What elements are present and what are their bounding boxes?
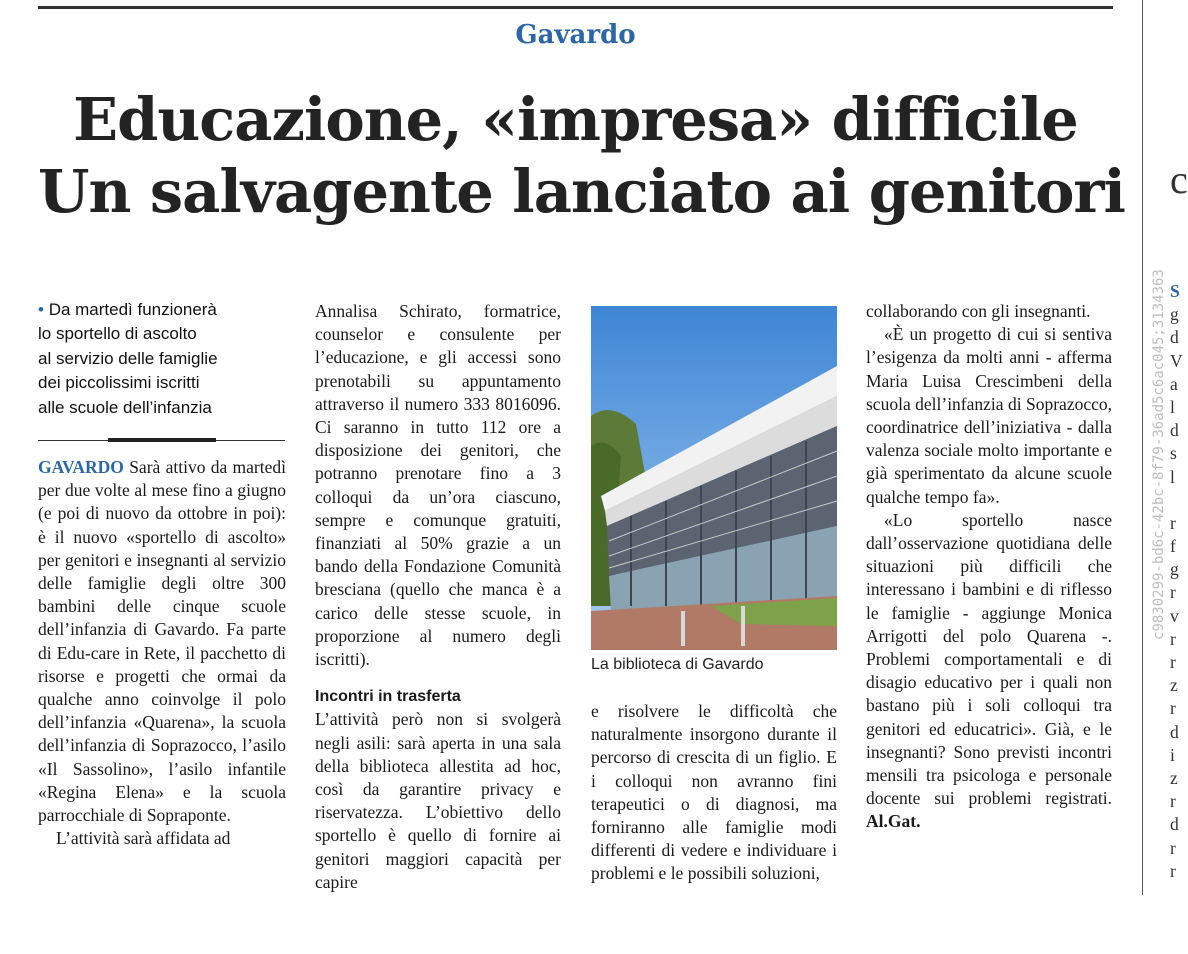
column-4	[866, 300, 1112, 834]
top-rule	[38, 6, 1113, 9]
headline	[38, 84, 1125, 228]
edge-letter: a	[1170, 373, 1178, 394]
edge-letter: z	[1170, 675, 1178, 696]
edge-letter: r	[1170, 582, 1176, 603]
edge-letter: r	[1170, 860, 1176, 881]
dateline: GAVARDO	[38, 457, 124, 477]
edge-letter: r	[1170, 628, 1176, 649]
bullet-icon: •	[38, 300, 44, 319]
column-1	[38, 456, 286, 850]
body-paragraph: L’attività però non si svolgerà negli asili: sarà aperta in una sala della biblioteca allestita ad hoc, così da garantire privacy e riservatezza. L’obiettivo dello sportello è quello di fornire ai genitori maggiori capacità per capire	[315, 709, 561, 892]
edge-letter: s	[1170, 443, 1177, 464]
body-paragraph: «Lo sportello nasce dall’osservazione quotidiana delle situazioni più difficili che interessano i bambini e di riflesso le famiglie - aggiunge Monica Arrigotti del polo Quarena -. Problemi comportamentali e di disagio educativo per i quali non bastano più i soli colloqui tra genitori ed educatrici». Già, e le insegnanti? Sono previsti incontri mensili tra psicologa e personale docente sui problemi registrati. Al.Gat.	[866, 509, 1112, 832]
edge-letter: g	[1170, 304, 1179, 325]
adjacent-article-fragment: c	[1170, 157, 1188, 202]
edge-letter: d	[1170, 420, 1179, 441]
summary-line: lo sportello di ascolto	[38, 324, 197, 344]
edge-letter: S	[1170, 281, 1180, 301]
edge-letter: d	[1170, 327, 1179, 348]
adjacent-article-edge	[1170, 280, 1183, 883]
edge-letter: l	[1170, 466, 1175, 487]
byline: Al.Gat.	[866, 811, 921, 832]
section-kicker: Gavardo	[515, 20, 636, 50]
subheading: Incontri in trasferta	[315, 688, 461, 706]
summary-line: al servizio delle famiglie	[38, 348, 218, 368]
edge-letter: d	[1170, 721, 1179, 742]
summary-line: dei piccolissimi iscritti	[38, 373, 200, 393]
edge-letter: r	[1170, 652, 1176, 672]
body-paragraph: GAVARDO Sarà attivo da martedì per due volte al mese fino a giugno (e poi di nuovo da ottobre in poi): è il nuovo «sportello di ascolto» per genitori e insegnanti al servizio delle famiglie degli oltre 300 bambini delle cinque scuole dell’infanzia di Gavardo. Fa parte di Edu-care in Rete, il pacchetto di risorse e progetti che ormai da qualche anno coinvolge il polo dell’infanzia «Quarena», la scuola dell’infanzia di Soprazocco, l’asilo «Il Sassolino», l’asilo infantile «Regina Elena» e la scuola parrocchiale di Sopraponte.	[38, 457, 286, 826]
summary-line: alle scuole dell’infanzia	[38, 397, 212, 417]
edge-letter: z	[1170, 767, 1178, 788]
summary-line: Da martedì funzionerà	[48, 300, 217, 319]
photo-caption: La biblioteca di Gavardo	[591, 656, 764, 673]
watermark: c9830299-bd6c-42bc-8f79-36ad5c6ac045;3134363	[1151, 269, 1167, 640]
edge-letter: r	[1170, 698, 1176, 719]
summary-divider-accent	[108, 438, 216, 442]
body-paragraph: collaborando con gli insegnanti.	[866, 301, 1091, 321]
edge-letter: r	[1170, 791, 1176, 812]
library-photo	[591, 306, 837, 650]
edge-letter: g	[1170, 559, 1179, 580]
body-paragraph: e risolvere le difficoltà che naturalmente insorgono durante il percorso di crescita di un figlio. E i colloqui non avranno fini terapeutici o di diagnosi, ma forniranno alle famiglie modi differenti di vedere e individuare i problemi e le possibili soluzioni,	[591, 701, 837, 884]
summary-box	[38, 298, 288, 420]
column-2	[315, 300, 561, 894]
edge-letter: d	[1170, 814, 1179, 835]
edge-letter: r	[1170, 837, 1176, 858]
body-paragraph: L’attività sarà affidata ad	[56, 828, 231, 849]
column-rule	[1142, 0, 1143, 895]
edge-letter: V	[1170, 350, 1183, 371]
edge-letter	[1170, 489, 1179, 512]
edge-letter: l	[1170, 396, 1175, 417]
edge-letter: r	[1170, 512, 1176, 533]
headline-line-1: Educazione, «impresa» difficile	[73, 85, 1078, 154]
edge-letter: f	[1170, 536, 1176, 557]
body-paragraph: Annalisa Schirato, formatrice, counselor e consulente per l’educazione, e gli accessi sono prenotabili su appuntamento attraverso il numero 333 8016096. Ci saranno in tutto 112 ore a disposizione dei genitori, che potranno prenotare fino a 3 colloqui da un’ora ciascuno, sempre e comunque gratuiti, finanziati al 50% grazie a un bando della Fondazione Comunità bresciana (quello che manca è a carico delle stesse scuole, in proporzione al numero degli iscritti).	[315, 301, 561, 670]
body-paragraph: «È un progetto di cui si sentiva l’esigenza da molti anni - afferma Maria Luisa Crescimbeni della scuola dell’infanzia di Soprazocco, coordinatrice dell’iniziativa - dalla valenza sociale molto importante e già sperimentato da alcune scuole qualche tempo fa».	[866, 324, 1112, 507]
edge-letter: i	[1170, 744, 1175, 765]
edge-letter: v	[1170, 605, 1179, 626]
column-3	[591, 700, 837, 886]
headline-line-2: Un salvagente lanciato ai genitori	[38, 157, 1125, 226]
